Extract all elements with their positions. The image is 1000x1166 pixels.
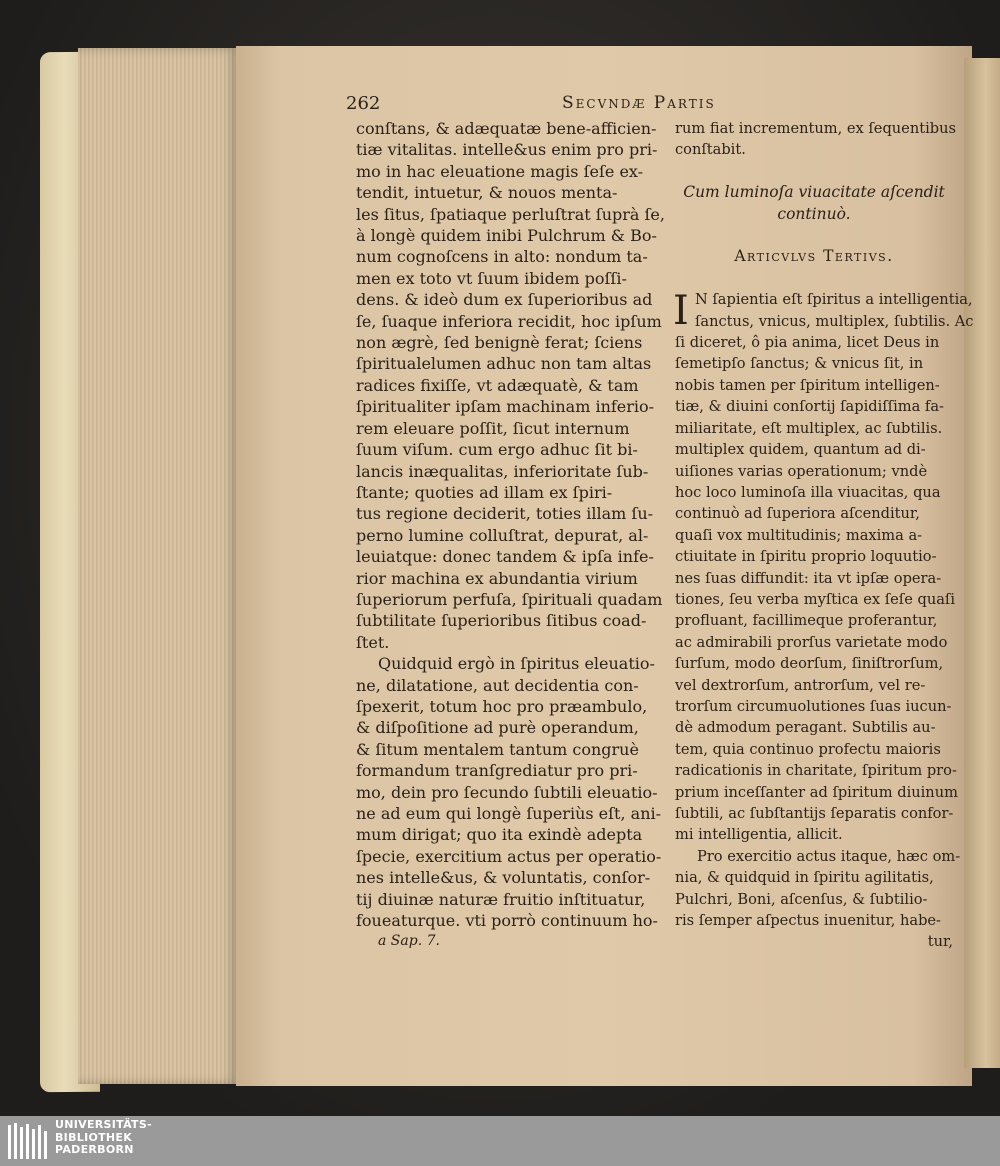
text-line: nes intelle&us, & voluntatis, conſor- — [356, 868, 651, 888]
text-line: mo in hac eleuatione magis ſeſe ex- — [356, 161, 644, 181]
text-line: vel dextrorſum, antrorſum, vel re- — [675, 676, 926, 694]
catchword: tur, — [927, 933, 953, 951]
section-subhead: continuò. — [777, 204, 851, 223]
article-heading: Articvlvs Tertivs. — [734, 247, 894, 266]
text-line: nobis tamen per ſpiritum intelligen- — [675, 376, 940, 394]
text-line: ſe, ſuaque inferiora recidit, hoc ipſum — [356, 311, 662, 331]
library-name-line: BIBLIOTHEK — [55, 1130, 133, 1144]
text-line: tiæ, & diuini conſortij ſapidiſſima fa- — [675, 398, 944, 416]
drop-capital: I — [673, 288, 689, 335]
text-line: à longè quidem inibi Pulchrum & Bo- — [356, 226, 657, 246]
spacer — [675, 225, 953, 246]
text-line: ſpexerit, totum hoc pro præambulo, — [356, 696, 648, 716]
text-line: ſpecie, exercitium actus per operatio- — [356, 846, 662, 866]
text-line: ſubtilitate ſuperioribus ſitibus coad- — [356, 611, 647, 631]
text-line: formandum tranſgrediatur pro pri- — [356, 761, 638, 781]
text-line: uiſiones varias operationum; vndè — [675, 462, 928, 480]
text-line: nia, & quidquid in ſpiritu agilitatis, — [675, 869, 934, 887]
text-line: prium inceſſanter ad ſpiritum diuinum — [675, 783, 958, 801]
text-line-content: N ſapientia eſt ſpiritus a intelligentia, — [695, 291, 973, 309]
text-line: lancis inæqualitas, inferioritate ſub- — [356, 461, 649, 481]
text-line: tem, quia continuo profectu maioris — [675, 740, 941, 758]
text-line: mum dirigat; quo ita exindè adepta — [356, 825, 643, 845]
text-line: & diſpoſitione ad purè operandum, — [356, 718, 639, 738]
text-line: conſtabit. — [675, 141, 746, 159]
page-number: 262 — [346, 93, 381, 114]
text-line: ſurſum, modo deorſum, ſiniſtrorſum, — [675, 655, 944, 673]
text-line: les ſitus, ſpatiaque perluſtrat ſuprà ſe, — [356, 204, 665, 224]
text-line: miliaritate, eſt multiplex, ac ſubtilis. — [675, 419, 943, 437]
marginal-note: a Sap. 7. — [378, 933, 440, 950]
left-column — [356, 118, 665, 953]
text-line: ſanctus, vnicus, multiplex, ſubtilis. Ac — [695, 312, 974, 330]
text-line: mo, dein pro ſecundo ſubtili eleuatio- — [356, 782, 658, 802]
text-line: foueaturque. vti porrò continuum ho- — [356, 911, 658, 931]
library-logo-icon — [6, 1121, 50, 1161]
text-line: ſi diceret, ô pia anima, licet Deus in — [675, 334, 940, 352]
text-line: radices fixiſſe, vt adæquatè, & tam — [356, 375, 639, 395]
text-line: rem eleuare poſſit, ſicut internum — [356, 418, 630, 438]
text-line: tiones, ſeu verba myſtica ex ſeſe quaſi — [675, 590, 955, 608]
library-name — [55, 1119, 152, 1157]
running-title: Secvndæ Partis — [562, 93, 716, 113]
text-line: dens. & ideò dum ex ſuperioribus ad — [356, 290, 653, 310]
text-line: Pro exercitio actus itaque, hæc om- — [697, 847, 961, 865]
text-line: ſuum viſum. cum ergo adhuc ſit bi- — [356, 440, 638, 460]
text-line: perno lumine colluſtrat, depurat, al- — [356, 525, 649, 545]
text-line: ris ſemper aſpectus inuenitur, habe- — [675, 912, 941, 930]
text-line: leuiatque: donec tandem & ipſa infe- — [356, 547, 654, 567]
text-line: multiplex quidem, quantum ad di- — [675, 441, 926, 459]
library-name-line: PADERBORN — [55, 1143, 134, 1156]
text-line: trorſum circumuolutiones ſuas iucun- — [675, 697, 952, 715]
text-line: rum fiat incrementum, ex ſequentibus — [675, 120, 956, 137]
text-line: continuò ad ſuperiora aſcenditur, — [675, 505, 920, 523]
text-line: ſemetipſo ſanctus; & vnicus ſit, in — [675, 355, 924, 373]
spacer — [675, 268, 953, 289]
text-line: ctiuitate in ſpiritu proprio loquutio- — [675, 548, 937, 566]
text-line: tiæ vitalitas. intelle&us enim pro pri- — [356, 140, 658, 160]
library-name-line: UNIVERSITÄTS- — [55, 1118, 152, 1131]
text-line: tij diuinæ naturæ fruitio inſtituatur, — [356, 889, 646, 909]
text-line: mi intelligentia, allicit. — [675, 826, 843, 844]
spacer — [675, 161, 953, 182]
text-line: rior machina ex abundantia virium — [356, 568, 638, 588]
text-line: ſtante; quoties ad illam ex ſpiri- — [356, 482, 613, 502]
text-line: profluant, facillimeque proferantur, — [675, 612, 938, 630]
text-line: quaſi vox multitudinis; maxima a- — [675, 526, 923, 544]
text-line: men ex toto vt ſuum ibidem poſſi- — [356, 268, 627, 288]
text-line: ſtet. — [356, 632, 390, 652]
text-line: conſtans, & adæquatæ bene-afficien- — [356, 119, 657, 138]
text-line: ſpiritualiter ipſam machinam inferio- — [356, 397, 655, 417]
text-line: hoc loco luminoſa illa viuacitas, qua — [675, 483, 941, 501]
text-line: ſubtili, ac ſubſtantijs ſeparatis confor- — [675, 805, 954, 822]
text-line: ne, dilatatione, aut decidentia con- — [356, 675, 639, 695]
text-line: ne ad eum qui longè ſuperiùs eſt, ani- — [356, 804, 662, 823]
text-line: Pulchri, Boni, aſcenſus, & ſubtilio- — [675, 890, 928, 908]
text-line: ac admirabili prorſus varietate modo — [675, 633, 948, 651]
right-column — [673, 118, 974, 953]
text-line: ſpiritualelumen adhuc non tam altas — [356, 354, 652, 374]
text-line: non ægrè, ſed benignè ferat; ſciens — [356, 333, 643, 353]
text-line: radicationis in charitate, ſpiritum pro- — [675, 762, 957, 780]
text-line: num cognoſcens in alto: nondum ta- — [356, 247, 648, 267]
text-line: dè admodum peragant. Subtilis au- — [675, 719, 936, 737]
text-line: ſuperiorum perfuſa, ſpirituali quadam — [356, 589, 663, 609]
text-line: Quidquid ergò in ſpiritus eleuatio- — [378, 654, 655, 674]
text-line: nes ſuas diffundit: ita vt ipſæ opera- — [675, 569, 942, 587]
facing-page-edge — [964, 58, 1000, 1068]
text-line: tendit, intuetur, & nouos menta- — [356, 183, 618, 203]
section-subhead: Cum luminoſa viuacitate aſcendit — [683, 183, 945, 202]
text-line: tus regione deciderit, toties illam ſu- — [356, 504, 654, 524]
page-edges — [78, 48, 238, 1084]
text-line: & ſitum mentalem tantum congruè — [356, 739, 639, 759]
